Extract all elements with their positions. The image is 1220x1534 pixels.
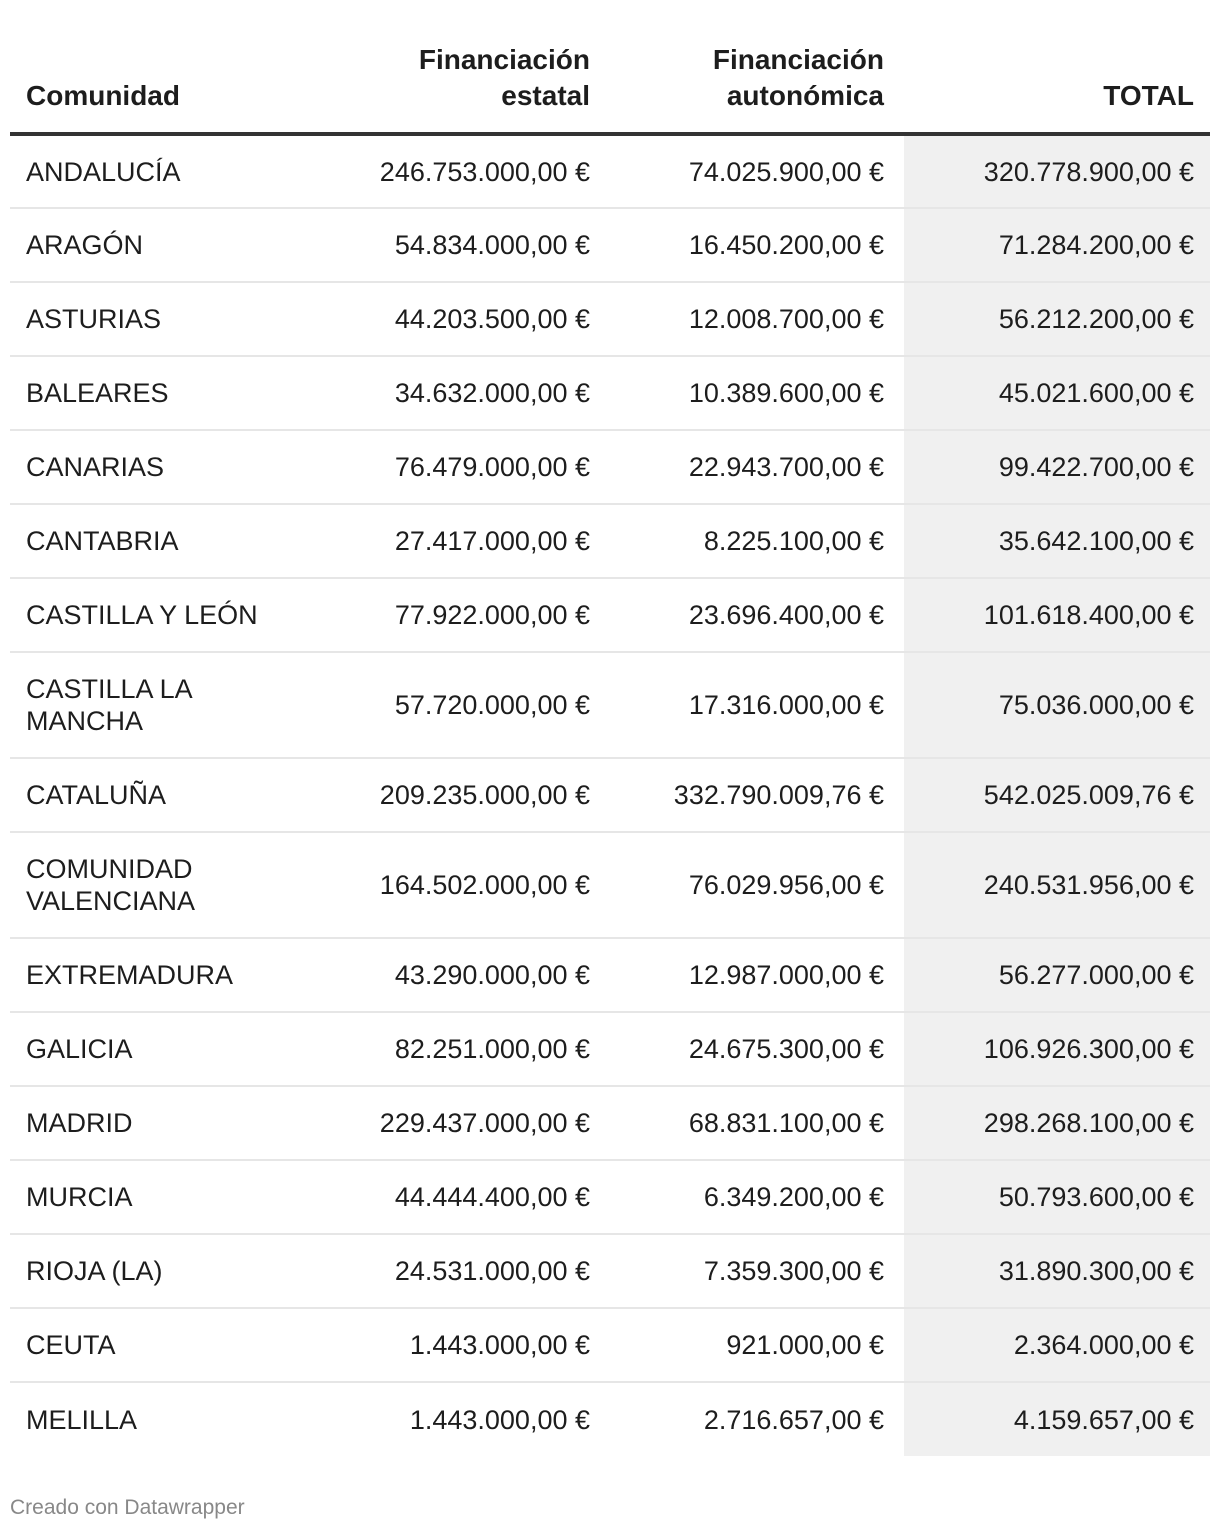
column-header-autonomica[interactable] bbox=[596, 0, 904, 134]
cell-total: 542.025.009,76 € bbox=[904, 758, 1210, 832]
cell-autonomica: 74.025.900,00 € bbox=[596, 134, 904, 208]
cell-comunidad: CATALUÑA bbox=[10, 758, 300, 832]
funding-table bbox=[10, 0, 1210, 1456]
cell-total: 298.268.100,00 € bbox=[904, 1086, 1210, 1160]
cell-autonomica: 23.696.400,00 € bbox=[596, 578, 904, 652]
cell-total: 75.036.000,00 € bbox=[904, 652, 1210, 758]
cell-total: 106.926.300,00 € bbox=[904, 1012, 1210, 1086]
cell-estatal: 1.443.000,00 € bbox=[300, 1308, 596, 1382]
cell-autonomica: 68.831.100,00 € bbox=[596, 1086, 904, 1160]
cell-autonomica: 8.225.100,00 € bbox=[596, 504, 904, 578]
column-header-estatal-line1: Financiación bbox=[418, 44, 590, 75]
cell-total: 99.422.700,00 € bbox=[904, 430, 1210, 504]
table-row bbox=[10, 938, 1210, 1012]
cell-comunidad: ASTURIAS bbox=[10, 282, 300, 356]
cell-estatal: 43.290.000,00 € bbox=[300, 938, 596, 1012]
cell-autonomica: 76.029.956,00 € bbox=[596, 832, 904, 938]
table-row bbox=[10, 1382, 1210, 1456]
cell-comunidad: CASTILLA Y LEÓN bbox=[10, 578, 300, 652]
column-header-comunidad[interactable] bbox=[10, 0, 300, 134]
cell-comunidad: COMUNIDAD VALENCIANA bbox=[10, 832, 300, 938]
cell-estatal: 1.443.000,00 € bbox=[409, 1404, 590, 1435]
table-row bbox=[10, 282, 1210, 356]
cell-estatal: 229.437.000,00 € bbox=[300, 1086, 596, 1160]
table-row bbox=[10, 758, 1210, 832]
cell-comunidad: EXTREMADURA bbox=[10, 938, 300, 1012]
cell-comunidad: CASTILLA LA MANCHA bbox=[10, 652, 300, 758]
cell-total: 45.021.600,00 € bbox=[904, 356, 1210, 430]
cell-estatal: 24.531.000,00 € bbox=[300, 1234, 596, 1308]
cell-estatal: 82.251.000,00 € bbox=[300, 1012, 596, 1086]
column-header-total[interactable] bbox=[904, 0, 1210, 134]
cell-autonomica: 12.008.700,00 € bbox=[596, 282, 904, 356]
column-header-comunidad-label: Comunidad bbox=[26, 80, 180, 111]
table-header-row bbox=[10, 0, 1210, 134]
cell-comunidad: CEUTA bbox=[10, 1308, 300, 1382]
cell-estatal: 44.203.500,00 € bbox=[300, 282, 596, 356]
cell-autonomica: 10.389.600,00 € bbox=[596, 356, 904, 430]
table-row bbox=[10, 1234, 1210, 1308]
cell-comunidad: BALEARES bbox=[10, 356, 300, 430]
funding-table-container bbox=[10, 0, 1210, 1456]
cell-estatal: 77.922.000,00 € bbox=[300, 578, 596, 652]
table-row bbox=[10, 1160, 1210, 1234]
cell-estatal: 76.479.000,00 € bbox=[300, 430, 596, 504]
cell-estatal: 34.632.000,00 € bbox=[300, 356, 596, 430]
column-header-estatal[interactable] bbox=[300, 0, 596, 134]
cell-estatal: 27.417.000,00 € bbox=[300, 504, 596, 578]
cell-autonomica: 921.000,00 € bbox=[596, 1308, 904, 1382]
table-row bbox=[10, 578, 1210, 652]
datawrapper-credit[interactable] bbox=[10, 1496, 245, 1520]
table-row bbox=[10, 652, 1210, 758]
table-row bbox=[10, 1012, 1210, 1086]
cell-estatal: 246.753.000,00 € bbox=[300, 134, 596, 208]
cell-autonomica: 12.987.000,00 € bbox=[596, 938, 904, 1012]
column-header-autonomica-line2: autonómica bbox=[726, 80, 884, 111]
cell-comunidad: ANDALUCÍA bbox=[10, 134, 300, 208]
cell-estatal: 57.720.000,00 € bbox=[300, 652, 596, 758]
cell-total: 240.531.956,00 € bbox=[904, 832, 1210, 938]
column-header-total-label: TOTAL bbox=[1103, 80, 1194, 111]
table-row bbox=[10, 208, 1210, 282]
cell-total: 71.284.200,00 € bbox=[904, 208, 1210, 282]
table-row bbox=[10, 832, 1210, 938]
table-body bbox=[10, 134, 1210, 1456]
cell-autonomica: 7.359.300,00 € bbox=[596, 1234, 904, 1308]
cell-autonomica: 6.349.200,00 € bbox=[596, 1160, 904, 1234]
cell-comunidad: ARAGÓN bbox=[10, 208, 300, 282]
table-row bbox=[10, 504, 1210, 578]
cell-autonomica: 22.943.700,00 € bbox=[596, 430, 904, 504]
cell-estatal: 164.502.000,00 € bbox=[300, 832, 596, 938]
cell-autonomica: 2.716.657,00 € bbox=[703, 1404, 884, 1435]
cell-comunidad: GALICIA bbox=[10, 1012, 300, 1086]
cell-total: 4.159.657,00 € bbox=[904, 1382, 1210, 1456]
cell-autonomica: 17.316.000,00 € bbox=[596, 652, 904, 758]
cell-comunidad: CANTABRIA bbox=[10, 504, 300, 578]
cell-estatal: 44.444.400,00 € bbox=[300, 1160, 596, 1234]
table-row bbox=[10, 430, 1210, 504]
cell-estatal: 54.834.000,00 € bbox=[300, 208, 596, 282]
cell-total: 31.890.300,00 € bbox=[904, 1234, 1210, 1308]
cell-estatal: 209.235.000,00 € bbox=[300, 758, 596, 832]
column-header-estatal-line2: estatal bbox=[501, 80, 590, 111]
table-row bbox=[10, 1086, 1210, 1160]
cell-total: 50.793.600,00 € bbox=[904, 1160, 1210, 1234]
table-row bbox=[10, 356, 1210, 430]
datawrapper-credit-text: Creado con Datawrapper bbox=[10, 1496, 245, 1519]
table-row bbox=[10, 134, 1210, 208]
cell-total: 56.277.000,00 € bbox=[904, 938, 1210, 1012]
cell-comunidad: MADRID bbox=[10, 1086, 300, 1160]
cell-comunidad: CANARIAS bbox=[10, 430, 300, 504]
cell-total: 101.618.400,00 € bbox=[904, 578, 1210, 652]
cell-autonomica: 332.790.009,76 € bbox=[596, 758, 904, 832]
cell-comunidad: MURCIA bbox=[10, 1160, 300, 1234]
cell-autonomica: 24.675.300,00 € bbox=[596, 1012, 904, 1086]
table-row bbox=[10, 1308, 1210, 1382]
cell-total: 320.778.900,00 € bbox=[904, 134, 1210, 208]
column-header-autonomica-line1: Financiación bbox=[712, 44, 884, 75]
cell-autonomica: 16.450.200,00 € bbox=[596, 208, 904, 282]
cell-total: 56.212.200,00 € bbox=[904, 282, 1210, 356]
cell-total: 35.642.100,00 € bbox=[904, 504, 1210, 578]
cell-total: 2.364.000,00 € bbox=[904, 1308, 1210, 1382]
cell-comunidad: RIOJA (LA) bbox=[10, 1234, 300, 1308]
cell-comunidad: MELILLA bbox=[26, 1404, 138, 1435]
